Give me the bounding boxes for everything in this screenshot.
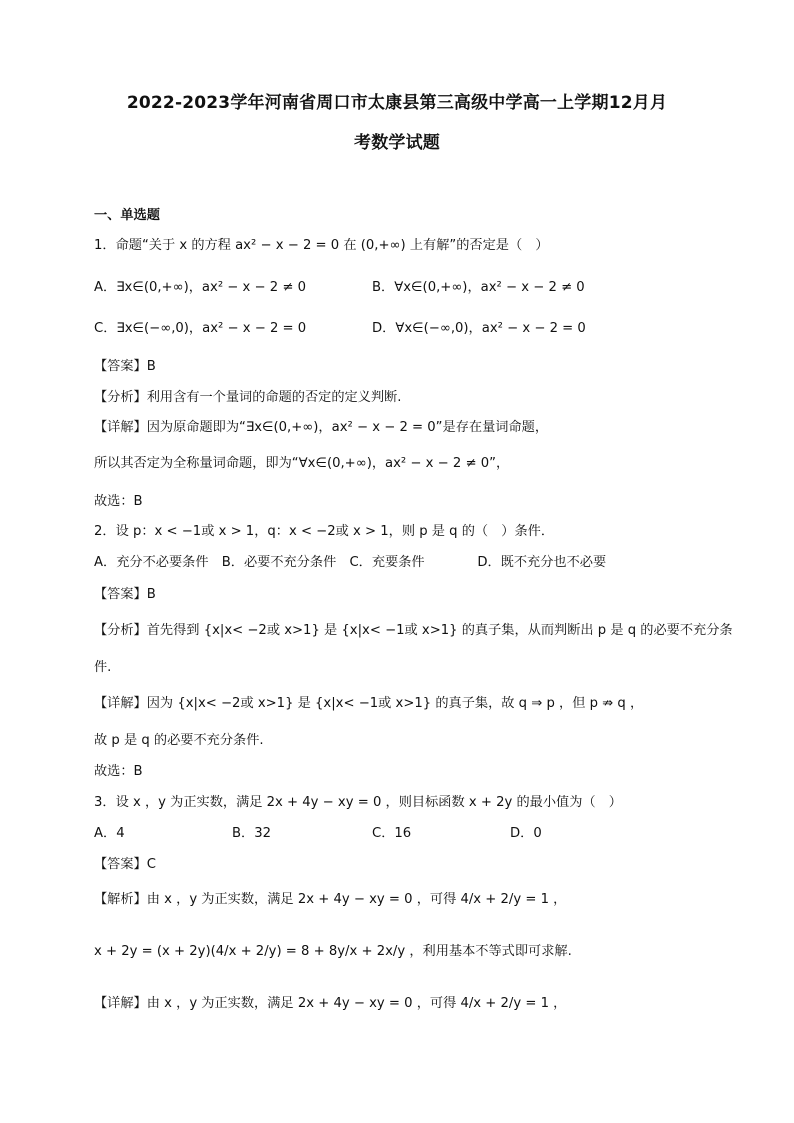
section-heading: 一、单选题: [94, 208, 160, 223]
q3-option-a: A．4: [94, 826, 125, 841]
q2-analysis-line1: 【分析】首先得到 {x|x< −2或 x>1} 是 {x|x< −1或 x>1} 的真子集，从而判断出 p 是 q 的必要不充分条: [94, 623, 733, 638]
q2-options: A．充分不必要条件 B．必要不充分条件 C．充要条件 D．既不充分也不必要: [94, 555, 607, 570]
q3-option-c: C．16: [372, 826, 412, 841]
q1-option-b: B．∀x∈(0,+∞)，ax² − x − 2 ≠ 0: [372, 280, 585, 295]
q1-option-c: C．∃x∈(−∞,0)，ax² − x − 2 = 0: [94, 321, 307, 336]
q1-choose: 故选：B: [94, 494, 143, 509]
q3-option-b: B．32: [232, 826, 272, 841]
q1-stem: 1．命题“关于 x 的方程 ax² − x − 2 = 0 在 (0,+∞) 上有解”的否定是（ ）: [94, 238, 549, 253]
doc-title-line2: 考数学试题: [354, 133, 440, 153]
q3-analysis-line1: 【解析】由 x ，y 为正实数，满足 2x + 4y − xy = 0 ，可得 4/x + 2/y = 1 ，: [94, 892, 567, 907]
q1-detail-line2: 所以其否定为全称量词命题，即为“∀x∈(0,+∞)，ax² − x − 2 ≠ 0”，: [94, 456, 510, 471]
doc-title-line1: 2022-2023学年河南省周口市太康县第三高级中学高一上学期12月月: [126, 93, 668, 113]
q1-analysis: 【分析】利用含有一个量词的命题的否定的定义判断.: [94, 390, 402, 405]
q1-option-a: A．∃x∈(0,+∞)，ax² − x − 2 ≠ 0: [94, 280, 306, 295]
q3-answer: 【答案】C: [94, 857, 156, 872]
q1-answer: 【答案】B: [94, 359, 156, 374]
q2-detail-line1: 【详解】因为 {x|x< −2或 x>1} 是 {x|x< −1或 x>1} 的真子集，故 q ⇒ p ，但 p ⇏ q ，: [94, 696, 644, 711]
q3-analysis-line2: x + 2y = (x + 2y)(4/x + 2/y) = 8 + 8y/x + 2x/y ，利用基本不等式即可求解.: [94, 944, 572, 959]
q3-option-d: D．0: [510, 826, 542, 841]
q2-analysis-line2: 件.: [94, 660, 112, 675]
q2-choose: 故选：B: [94, 764, 143, 779]
q2-detail-line2: 故 p 是 q 的必要不充分条件.: [94, 733, 264, 748]
q3-detail-line1: 【详解】由 x ，y 为正实数，满足 2x + 4y − xy = 0 ，可得 4/x + 2/y = 1 ，: [94, 996, 567, 1011]
q2-stem: 2．设 p：x < −1或 x > 1，q：x < −2或 x > 1，则 p 是 q 的（ ）条件．: [94, 524, 555, 539]
q2-answer: 【答案】B: [94, 587, 156, 602]
q1-option-d: D．∀x∈(−∞,0)，ax² − x − 2 = 0: [372, 321, 586, 336]
q1-detail-line1: 【详解】因为原命题即为“∃x∈(0,+∞)，ax² − x − 2 = 0”是存在量词命题，: [94, 420, 549, 435]
q3-stem: 3．设 x ，y 为正实数，满足 2x + 4y − xy = 0 ，则目标函数 x + 2y 的最小值为（ ）: [94, 795, 622, 810]
